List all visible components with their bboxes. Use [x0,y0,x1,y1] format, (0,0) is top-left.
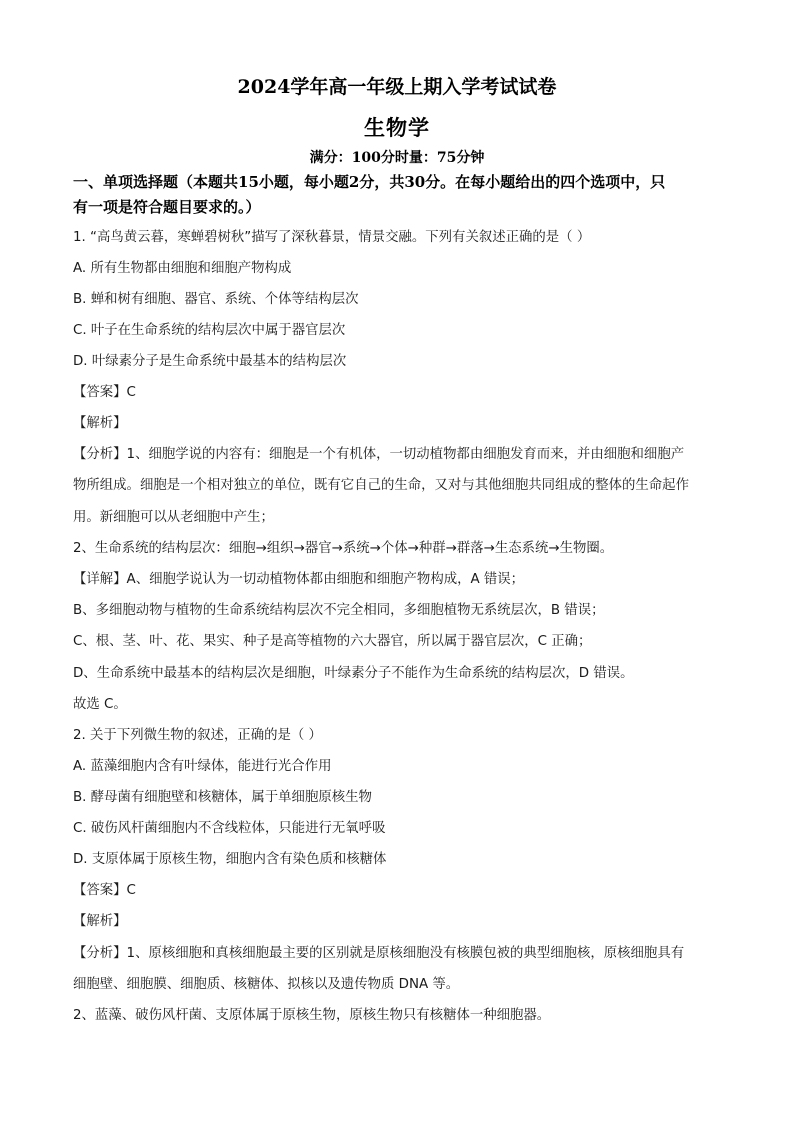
question-2-analysis-label: 【解析】 [73,914,127,929]
question-2-analysis-line: 2、蓝藻、破伤风杆菌、支原体属于原核生物，原核生物只有核糖体一种细胞器。 [73,1008,551,1023]
question-2-answer: 【答案】C [73,883,136,898]
subject-title: 生物学 [364,115,430,140]
question-1-analysis-line: B、多细胞动物与植物的生命系统结构层次不完全相同，多细胞植物无系统层次，B 错误； [73,603,605,618]
exam-title: 2024学年高一年级上期入学考试试卷 [237,76,557,98]
question-1-analysis-line: D、生命系统中最基本的结构层次是细胞，叶绿素分子不能作为生命系统的结构层次，D 错误。 [73,666,634,681]
question-2-analysis-line: 【分析】1、原核细胞和真核细胞最主要的区别就是原核细胞没有核膜包被的典型细胞核，原核细胞具有 [73,946,685,961]
question-1-option-d: D. 叶绿素分子是生命系统中最基本的结构层次 [73,354,347,369]
question-1-option-c: C. 叶子在生命系统的结构层次中属于器官层次 [73,323,346,338]
question-1-stem: 1. “高鸟黄云暮，寒蝉碧树秋”描写了深秋暮景，情景交融。下列有关叙述正确的是（ ） [73,230,591,245]
question-1-analysis-line: 物所组成。细胞是一个相对独立的单位，既有它自己的生命，又对与其他细胞共同组成的整体的生命起作 [73,478,689,493]
score-time-info: 满分：100分时量：75分钟 [309,150,485,166]
question-1-analysis-line: 故选 C。 [73,697,127,712]
section-heading-line-1: 一、单项选择题（本题共15小题，每小题2分，共30分。在每小题给出的四个选项中，只 [73,173,666,191]
question-2-option-d: D. 支原体属于原核生物，细胞内含有染色质和核糖体 [73,852,387,867]
question-1-analysis-line: 用。新细胞可以从老细胞中产生； [73,510,274,525]
question-2-stem: 2. 关于下列微生物的叙述，正确的是（ ） [73,728,322,743]
question-1-analysis-line: 2、生命系统的结构层次：细胞→组织→器官→系统→个体→种群→群落→生态系统→生物圈。 [73,541,614,556]
question-1-analysis-line: 【详解】A、细胞学说认为一切动植物体都由细胞和细胞产物构成，A 错误； [73,572,525,587]
question-2-analysis-line: 细胞壁、细胞膜、细胞质、核糖体、拟核以及遗传物质 DNA 等。 [73,977,460,992]
question-2-option-c: C. 破伤风杆菌细胞内不含线粒体，只能进行无氧呼吸 [73,821,386,836]
section-heading [73,170,733,220]
question-1-option-b: B. 蝉和树有细胞、器官、系统、个体等结构层次 [73,292,359,307]
question-2-option-b: B. 酵母菌有细胞壁和核糖体，属于单细胞原核生物 [73,790,372,805]
question-2-option-a: A. 蓝藻细胞内含有叶绿体，能进行光合作用 [73,759,332,774]
question-1-analysis-line: 【分析】1、细胞学说的内容有：细胞是一个有机体，一切动植物都由细胞发育而来，并由细胞和细胞产 [73,447,685,462]
question-1-analysis-label: 【解析】 [73,416,127,431]
question-1-analysis-line: C、根、茎、叶、花、果实、种子是高等植物的六大器官，所以属于器官层次，C 正确； [73,634,592,649]
section-heading-line-2: 有一项是符合题目要求的。） [73,198,261,216]
question-1-option-a: A. 所有生物都由细胞和细胞产物构成 [73,261,292,276]
question-1-answer: 【答案】C [73,385,136,400]
